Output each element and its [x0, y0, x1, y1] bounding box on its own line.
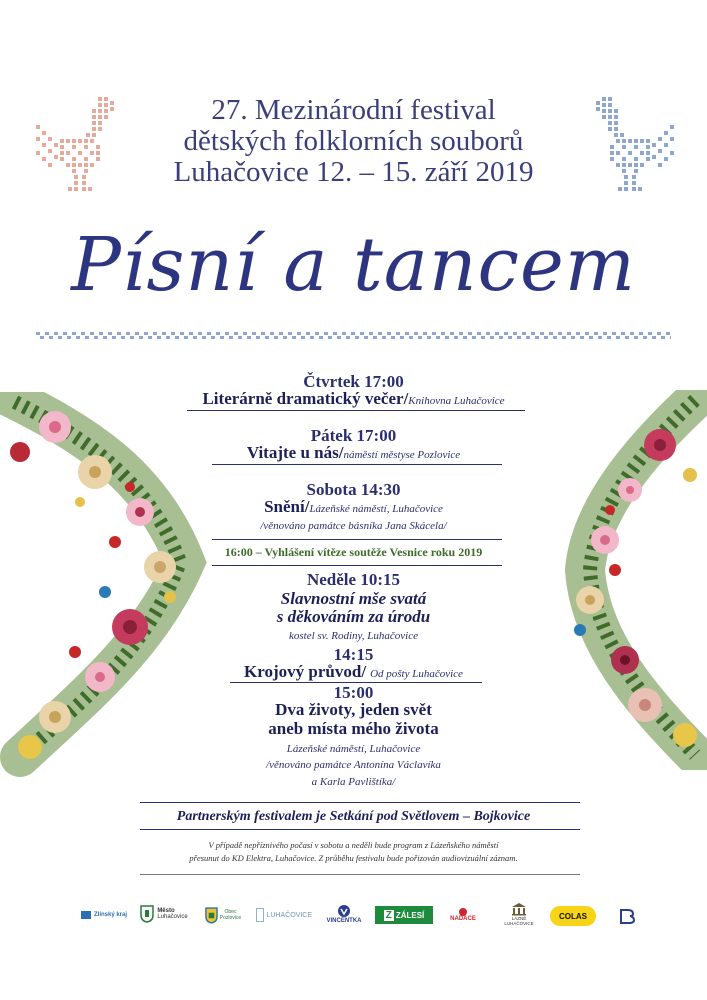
- logo-text: Obec Pozlovice: [219, 909, 242, 921]
- stitched-divider: [36, 332, 671, 340]
- parade-row: [0, 662, 707, 682]
- friday-time: Pátek 17:00: [310, 426, 397, 445]
- separator: /: [403, 389, 409, 408]
- logo-vincentka: [322, 900, 366, 928]
- friday-venue: náměstí městyse Pozlovice: [343, 449, 461, 461]
- nadace-icon: [459, 908, 467, 916]
- show-line-1: Dva životy, jeden svět: [275, 700, 432, 719]
- thursday-event: Literárně dramatický večer: [202, 389, 404, 408]
- saturday-event: Snění: [264, 497, 305, 516]
- logo-text: LUHAČOVICE: [266, 911, 312, 919]
- logo-zalesi: [375, 906, 433, 924]
- sunday-time-3: 15:00: [333, 683, 374, 702]
- logo-lazne-luhacovice: [500, 899, 538, 929]
- saturday-venue: Lázeňské náměstí, Luhačovice: [309, 503, 443, 515]
- saturday-event-row: [0, 497, 707, 517]
- show-dedication-1: /věnováno památce Antonína Václavíka: [266, 759, 441, 771]
- spa-icon: [256, 908, 264, 922]
- logo-text: VINCENTKA: [326, 918, 362, 924]
- separator: /: [338, 443, 344, 462]
- underline: [212, 464, 502, 465]
- weather-notice-line-2: přesunut do KD Elektra, Luhačovice. Z průběhu festivalu bude pořizován audiovizuální záznam.: [189, 853, 518, 863]
- underline: [212, 565, 502, 566]
- logo-luhacovice-lazne: [256, 905, 312, 925]
- festival-title-line-2: dětských folklorních souborů: [183, 125, 524, 157]
- thursday-event-row: [0, 389, 707, 409]
- logo-text: Luhačovice: [157, 914, 188, 920]
- village-crest-icon: [205, 907, 218, 924]
- partner-bottom-line: [140, 829, 580, 830]
- logo-obec-pozlovice: [203, 902, 243, 928]
- z-icon: Z: [385, 909, 392, 921]
- sunday-mass-line-1: Slavnostní mše svatá: [280, 589, 427, 608]
- poster-title: Písní a tancem: [71, 222, 636, 308]
- logo-nadace: [443, 902, 483, 928]
- parade-event: Krojový průvod: [244, 662, 362, 681]
- saturday-dedication: /věnováno památce básníka Jana Skácela/: [260, 520, 447, 532]
- vincentka-icon: [337, 904, 351, 918]
- friday-event: Vitajte u nás: [246, 443, 339, 462]
- parade-venue: Od pošty Luhačovice: [370, 668, 463, 680]
- announcement: 16:00 – Vyhlášení vítěze soutěže Vesnice roku 2019: [224, 545, 483, 559]
- separator: /: [361, 662, 367, 681]
- festival-dates: Luhačovice 12. – 15. září 2019: [173, 156, 534, 188]
- thursday-venue: Knihovna Luhačovice: [408, 395, 505, 407]
- logo-text: Město: [157, 908, 175, 914]
- logo-bojkovice: [612, 904, 642, 928]
- underline: [212, 539, 502, 540]
- show-venue: Lázeňské náměstí, Luhačovice: [286, 743, 421, 755]
- festival-title-line-1: 27. Mezinárodní festival: [211, 94, 496, 126]
- underline: [187, 410, 525, 411]
- city-crest-icon: [140, 905, 154, 923]
- logo-text: LÁZNĚ LUHAČOVICE: [504, 916, 534, 926]
- show-line-2: aneb místa mého života: [268, 719, 439, 738]
- weather-notice-line-1: V případě nepříznivého počasí v sobotu a neděli bude program z Lázeňského náměstí: [208, 840, 499, 850]
- logo-mesto-luhacovice: [140, 900, 188, 928]
- sunday-mass-line-2: s děkováním za úrodu: [276, 607, 431, 626]
- logo-zlinsky-kraj: [78, 906, 130, 924]
- partner-festival: Partnerským festivalem je Setkání pod Světlovem – Bojkovice: [176, 809, 531, 824]
- colonnade-icon: [511, 902, 527, 916]
- saturday-time: Sobota 14:30: [306, 480, 401, 499]
- show-dedication-2: a Karla Pavlištíka/: [311, 776, 396, 788]
- logo-text: Zlínský kraj: [93, 912, 128, 918]
- sunday-time-2: 14:15: [333, 645, 374, 664]
- logo-colas: [550, 906, 596, 926]
- logo-text: ZÁLESÍ: [395, 910, 425, 920]
- partner-top-line: [140, 802, 580, 803]
- friday-event-row: [0, 443, 707, 463]
- thursday-time: Čtvrtek 17:00: [303, 372, 404, 391]
- separator: /: [304, 497, 310, 516]
- bojkovice-icon: [618, 908, 636, 924]
- zlinsky-kraj-icon: [81, 911, 91, 919]
- sunday-mass-venue: kostel sv. Rodiny, Luhačovice: [288, 630, 418, 642]
- logo-text: COLAS: [559, 911, 587, 921]
- logo-text: NADACE: [450, 916, 476, 922]
- sunday-time: Neděle 10:15: [306, 570, 400, 589]
- notice-line: [140, 874, 580, 875]
